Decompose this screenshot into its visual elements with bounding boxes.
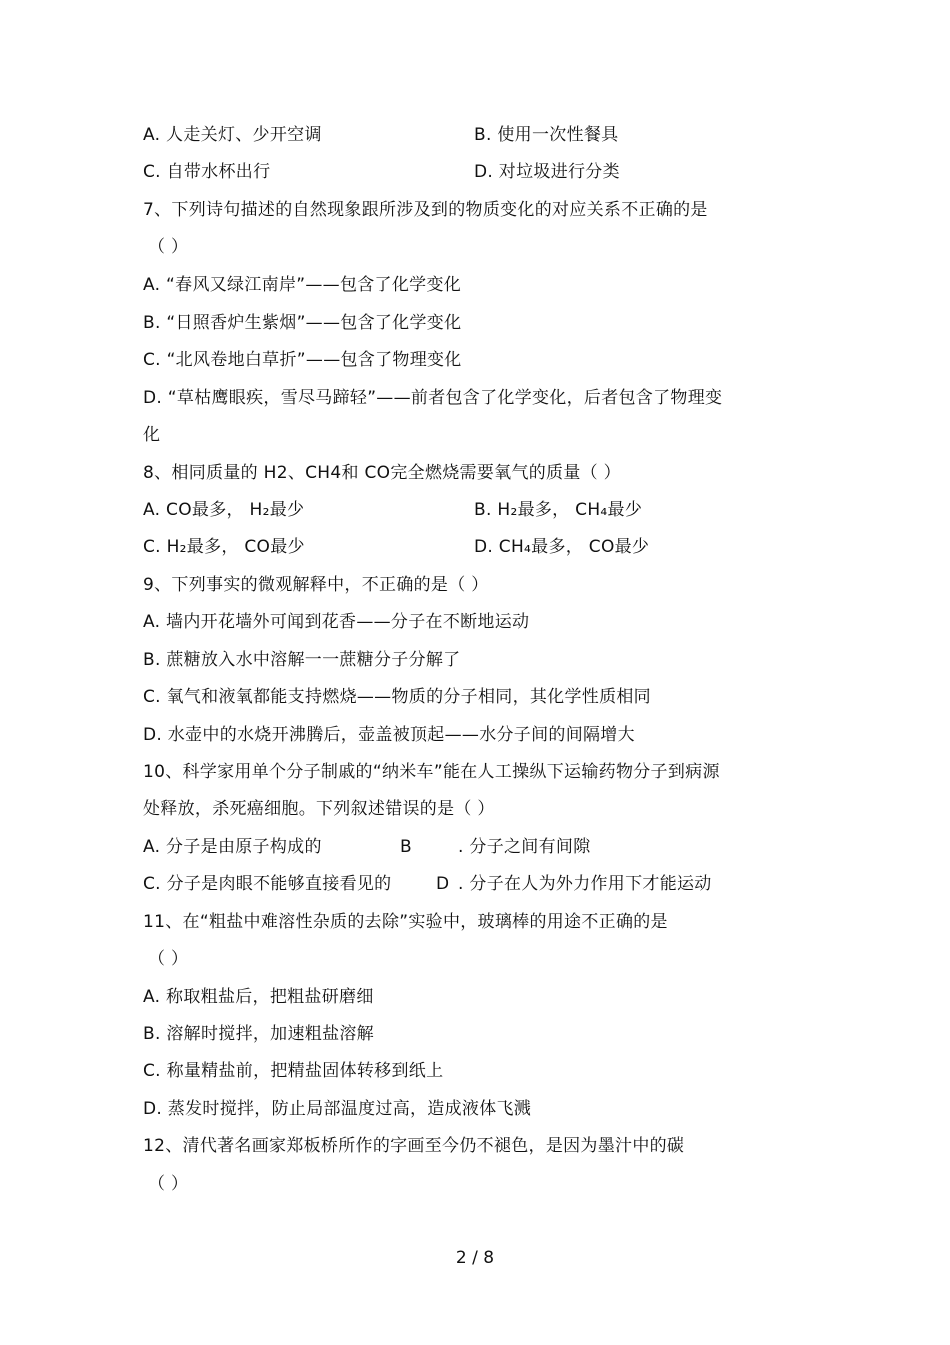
q9-option-b: B. 蔗糖放入水中溶解一一蔗糖分子分解了 xyxy=(143,650,461,670)
q9-option-c: C. 氧气和液氧都能支持燃烧——物质的分子相同，其化学性质相同 xyxy=(143,687,651,707)
q11-option-c: C. 称量精盐前，把精盐固体转移到纸上 xyxy=(143,1061,444,1081)
q9-option-d: D. 水壶中的水烧开沸腾后，壶盖被顶起——水分子间的间隔增大 xyxy=(143,725,635,745)
q7-option-a: A. “春风又绿江南岸”——包含了化学变化 xyxy=(143,275,462,295)
q8-stem: 8、相同质量的 H2、CH4和 CO完全燃烧需要氧气的质量（ ） xyxy=(143,463,621,483)
q7-stem: 7、下列诗句描述的自然现象跟所涉及到的物质变化的对应关系不正确的是 xyxy=(143,200,708,220)
q11-option-a: A. 称取粗盐后，把粗盐研磨细 xyxy=(143,987,374,1007)
q10-stem-line1: 10、科学家用单个分子制戚的“纳米车”能在人工操纵下运输药物分子到病源 xyxy=(143,762,720,782)
q11-option-b: B. 溶解时搅拌，加速粗盐溶解 xyxy=(143,1024,374,1044)
q7-option-d-line2: 化 xyxy=(143,425,161,445)
q10-option-a: A. 分子是由原子构成的 xyxy=(143,837,322,857)
q9-option-a: A. 墙内开花墙外可闻到花香——分子在不断地运动 xyxy=(143,612,530,632)
q10-option-d-letter: D xyxy=(436,874,450,894)
q9-stem: 9、下列事实的微观解释中，不正确的是（ ） xyxy=(143,575,489,595)
q6-option-d: D. 对垃圾进行分类 xyxy=(474,162,620,182)
q8-option-c: C. H₂最多， CO最少 xyxy=(143,537,305,557)
q11-option-d: D. 蒸发时搅拌，防止局部温度过高，造成液体飞溅 xyxy=(143,1099,532,1119)
q10-option-c: C. 分子是肉眼不能够直接看见的 xyxy=(143,874,392,894)
q10-option-b-text: . 分子之间有间隙 xyxy=(458,837,591,857)
q10-stem-line2: 处释放，杀死癌细胞。下列叙述错误的是（ ） xyxy=(143,799,495,819)
q11-stem: 11、在“粗盐中难溶性杂质的去除”实验中，玻璃棒的用途不正确的是 xyxy=(143,912,668,932)
q8-option-a: A. CO最多， H₂最少 xyxy=(143,500,305,520)
q7-answer-paren: （ ） xyxy=(148,237,189,257)
q7-option-c: C. “北风卷地白草折”——包含了物理变化 xyxy=(143,350,462,370)
q6-option-c: C. 自带水杯出行 xyxy=(143,162,271,182)
q7-option-d-line1: D. “草枯鹰眼疾，雪尽马蹄轻”——前者包含了化学变化，后者包含了物理变 xyxy=(143,388,723,408)
q6-option-b: B. 使用一次性餐具 xyxy=(474,125,619,145)
q8-option-d: D. CH₄最多， CO最少 xyxy=(474,537,650,557)
q10-option-d-text: . 分子在人为外力作用下才能运动 xyxy=(458,874,712,894)
q7-option-b: B. “日照香炉生紫烟”——包含了化学变化 xyxy=(143,313,462,333)
q11-answer-paren: （ ） xyxy=(148,949,189,969)
q8-option-b: B. H₂最多， CH₄最少 xyxy=(474,500,643,520)
q12-stem: 12、清代著名画家郑板桥所作的字画至今仍不褪色，是因为墨汁中的碳 xyxy=(143,1136,685,1156)
page-number: 2 / 8 xyxy=(455,1248,495,1268)
q12-answer-paren: （ ） xyxy=(148,1174,189,1194)
q10-option-b-letter: B xyxy=(400,837,412,857)
q6-option-a: A. 人走关灯、少开空调 xyxy=(143,125,322,145)
